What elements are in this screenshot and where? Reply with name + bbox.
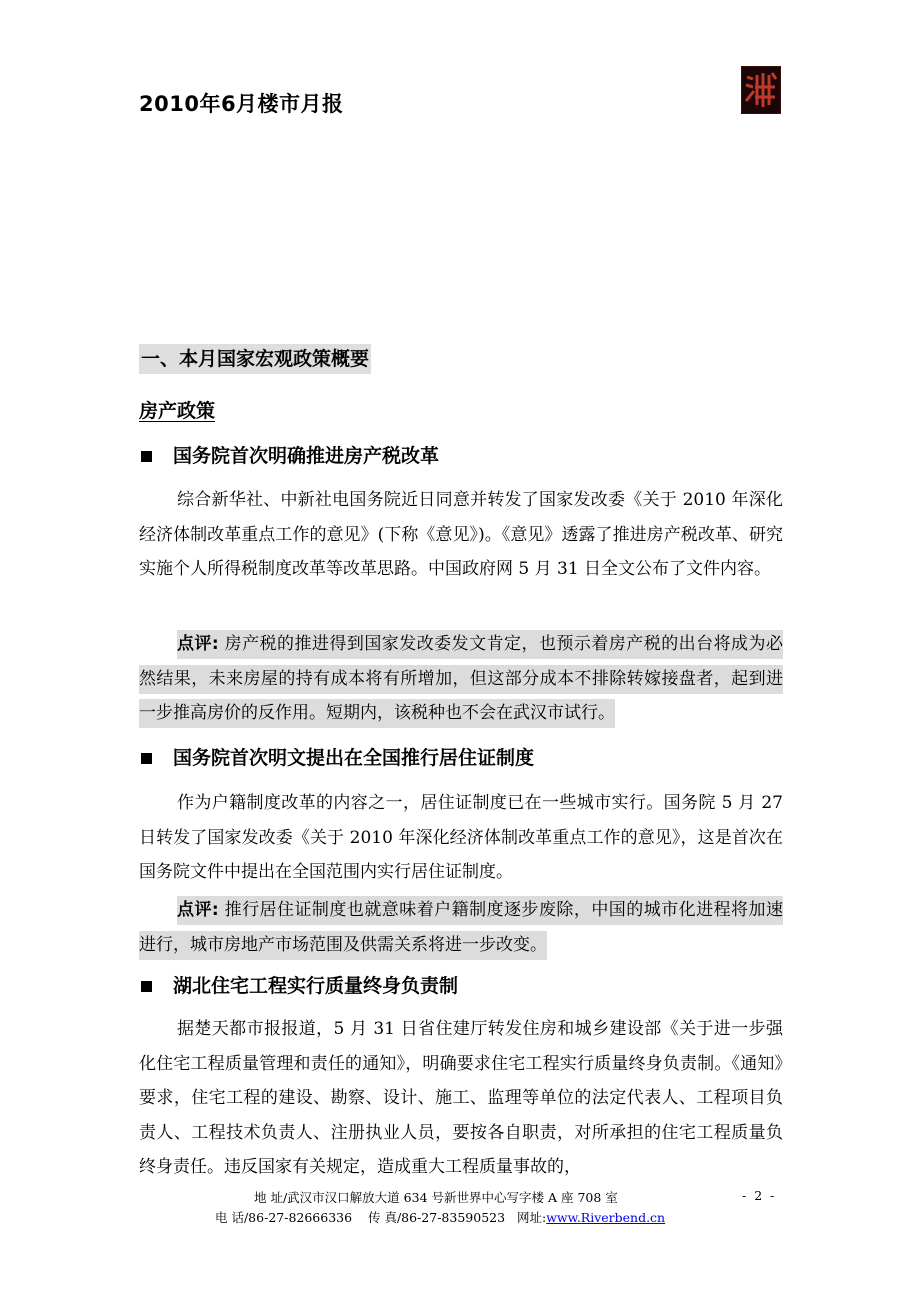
paragraph: 综合新华社、中新社电国务院近日同意并转发了国家发改委《关于 2010 年深化经济体制改革重点工作的意见》(下称《意见》)。《意见》透露了推进房产税改革、研究实施个人所得税制度改革等改革思路。中国政府网 5 月 31 日全文公布了文件内容。 bbox=[139, 490, 783, 579]
comment-paragraph bbox=[139, 893, 783, 962]
subsection-heading: 房产政策 bbox=[139, 400, 216, 422]
bullet-heading bbox=[139, 441, 439, 471]
bullet-heading-text: 国务院首次明确推进房产税改革 bbox=[173, 445, 440, 467]
comment-label: 点评: bbox=[177, 634, 219, 654]
comment-highlight bbox=[139, 896, 783, 960]
bullet-heading-text: 湖北住宅工程实行质量终身负责制 bbox=[173, 975, 459, 997]
footer-address: 地 址/武汉市汉口解放大道 634 号新世界中心写字楼 A 座 708 室 bbox=[254, 1190, 618, 1205]
footer-website-link[interactable]: www.Riverbend.cn bbox=[546, 1210, 666, 1225]
footer-contact bbox=[215, 1208, 665, 1226]
paragraph: 据楚天都市报报道，5 月 31 日省住建厅转发住房和城乡建设部《关于进一步强化住宅工程质量管理和责任的通知》，明确要求住宅工程实行质量终身负责制。《通知》要求，住宅工程的建设、勘察、设计、施工、监理等单位的法定代表人、工程项目负责人、工程技术负责人、注册执业人员，要按各自职责，对所承担的住宅工程质量负终身责任。违反国家有关规定，造成重大工程质量事故的， bbox=[139, 1019, 783, 1177]
footer-phone: 电 话/86-27-82666336 bbox=[215, 1210, 353, 1225]
bullet-square-icon bbox=[141, 753, 152, 764]
section-heading: 一、本月国家宏观政策概要 bbox=[139, 344, 371, 374]
comment-text: 房产税的推进得到国家发改委发文肯定，也预示着房产税的出台将成为必然结果，未来房屋的持有成本将有所增加，但这部分成本不排除转嫁接盘者，起到进一步推高房价的反作用。短期内，该税种也不会在武汉市试行。 bbox=[139, 634, 783, 723]
comment-highlight bbox=[139, 630, 783, 728]
comment-paragraph bbox=[139, 627, 783, 731]
paragraph: 作为户籍制度改革的内容之一，居住证制度已在一些城市实行。国务院 5 月 27 日转发了国家发改委《关于 2010 年深化经济体制改革重点工作的意见》，这是首次在国务院文件中提出在全国范围内实行居住证制度。 bbox=[139, 793, 783, 882]
bullet-heading bbox=[139, 743, 534, 773]
comment-text: 推行居住证制度也就意味着户籍制度逐步废除，中国的城市化进程将加速进行，城市房地产市场范围及供需关系将进一步改变。 bbox=[139, 900, 783, 955]
bullet-square-icon bbox=[141, 451, 152, 462]
company-logo-icon bbox=[741, 66, 781, 114]
bullet-heading-text: 国务院首次明文提出在全国推行居住证制度 bbox=[173, 747, 535, 769]
footer-website-label: 网址: bbox=[516, 1210, 547, 1225]
comment-label: 点评: bbox=[177, 900, 219, 920]
bullet-heading bbox=[139, 971, 458, 1001]
bullet-square-icon bbox=[141, 981, 152, 992]
footer-page-number: - 2 - bbox=[742, 1188, 777, 1203]
footer-fax: 传 真/86-27-83590523 bbox=[367, 1210, 506, 1225]
page-title: 2010年6月楼市月报 bbox=[139, 92, 344, 116]
